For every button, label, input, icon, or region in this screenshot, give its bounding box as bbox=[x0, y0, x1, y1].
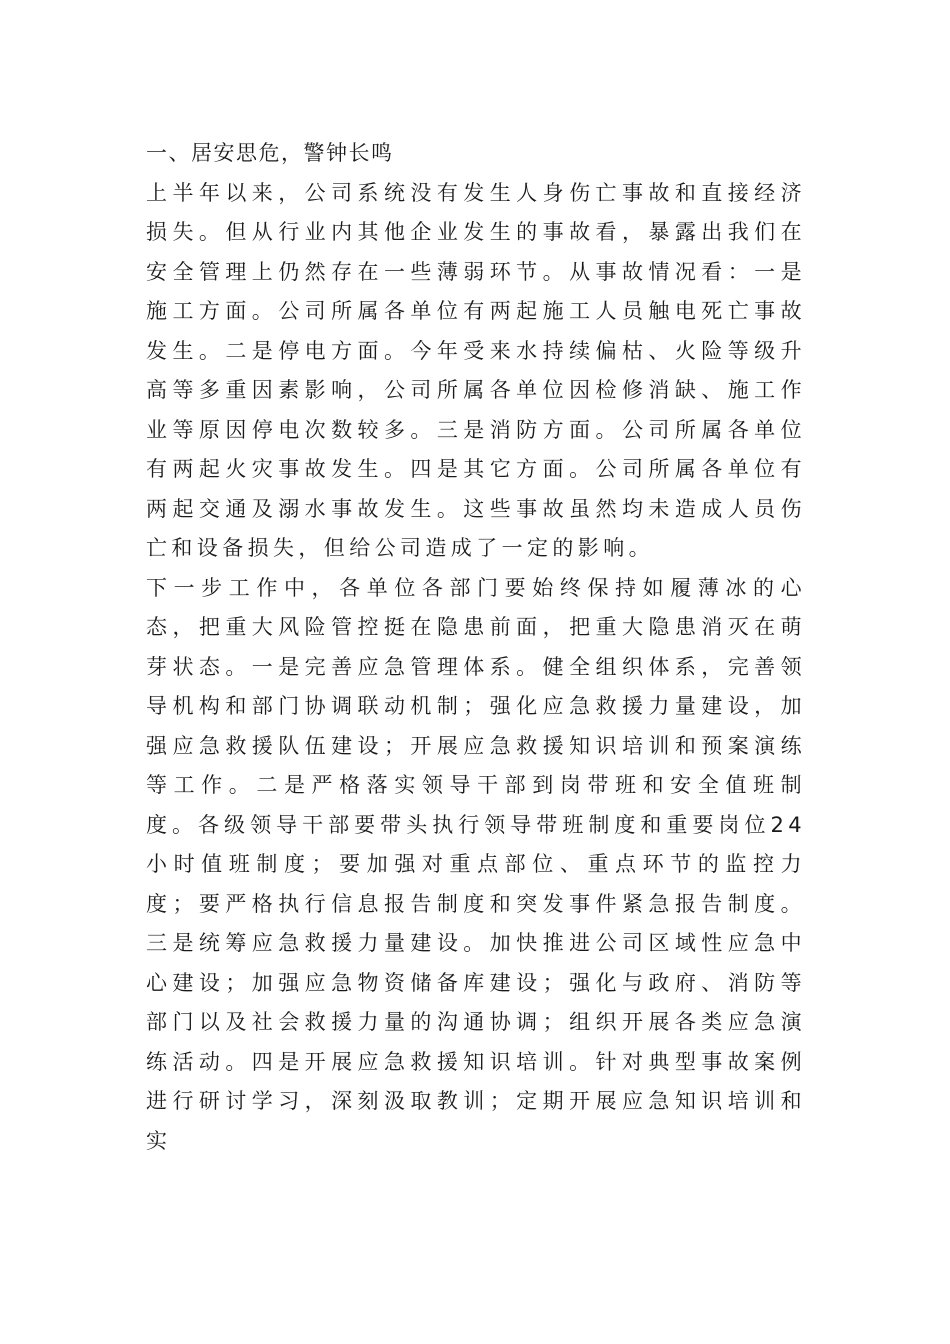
paragraph-next-steps: 下一步工作中，各单位各部门要始终保持如履薄冰的心态，把重大风险管控挺在隐患前面，把重大隐患消灭在萌芽状态。一是完善应急管理体系。健全组织体系，完善领导机构和部门协调联动机制；强化应急救援力量建设，加强应急救援队伍建设；开展应急救援知识培训和预案演练等工作。二是严格落实领导干部到岗带班和安全值班制度。各级领导干部要带头执行领导带班制度和重要岗位24小时值班制度；要加强对重点部位、重点环节的监控力度；要严格执行信息报告制度和突发事件紧急报告制度。三是统筹应急救援力量建设。加快推进公司区域性应急中心建设；加强应急物资储备库建设；强化与政府、消防等部门以及社会救援力量的沟通协调；组织开展各类应急演练活动。四是开展应急救援知识培训。针对典型事故案例进行研讨学习，深刻汲取教训；定期开展应急知识培训和实 bbox=[146, 575, 806, 1153]
document-body bbox=[146, 134, 806, 1161]
paragraph-accident-summary: 上半年以来，公司系统没有发生人身伤亡事故和直接经济损失。但从行业内其他企业发生的事故看，暴露出我们在安全管理上仍然存在一些薄弱环节。从事故情况看：一是施工方面。公司所属各单位有两起施工人员触电死亡事故发生。二是停电方面。今年受来水持续偏枯、火险等级升高等多重因素影响，公司所属各单位因检修消缺、施工作业等原因停电次数较多。三是消防方面。公司所属各单位有两起火灾事故发生。四是其它方面。公司所属各单位有两起交通及溺水事故发生。这些事故虽然均未造成人员伤亡和设备损失，但给公司造成了一定的影响。 bbox=[146, 180, 806, 560]
section-heading: 一、居安思危，警钟长鸣 bbox=[146, 141, 394, 165]
